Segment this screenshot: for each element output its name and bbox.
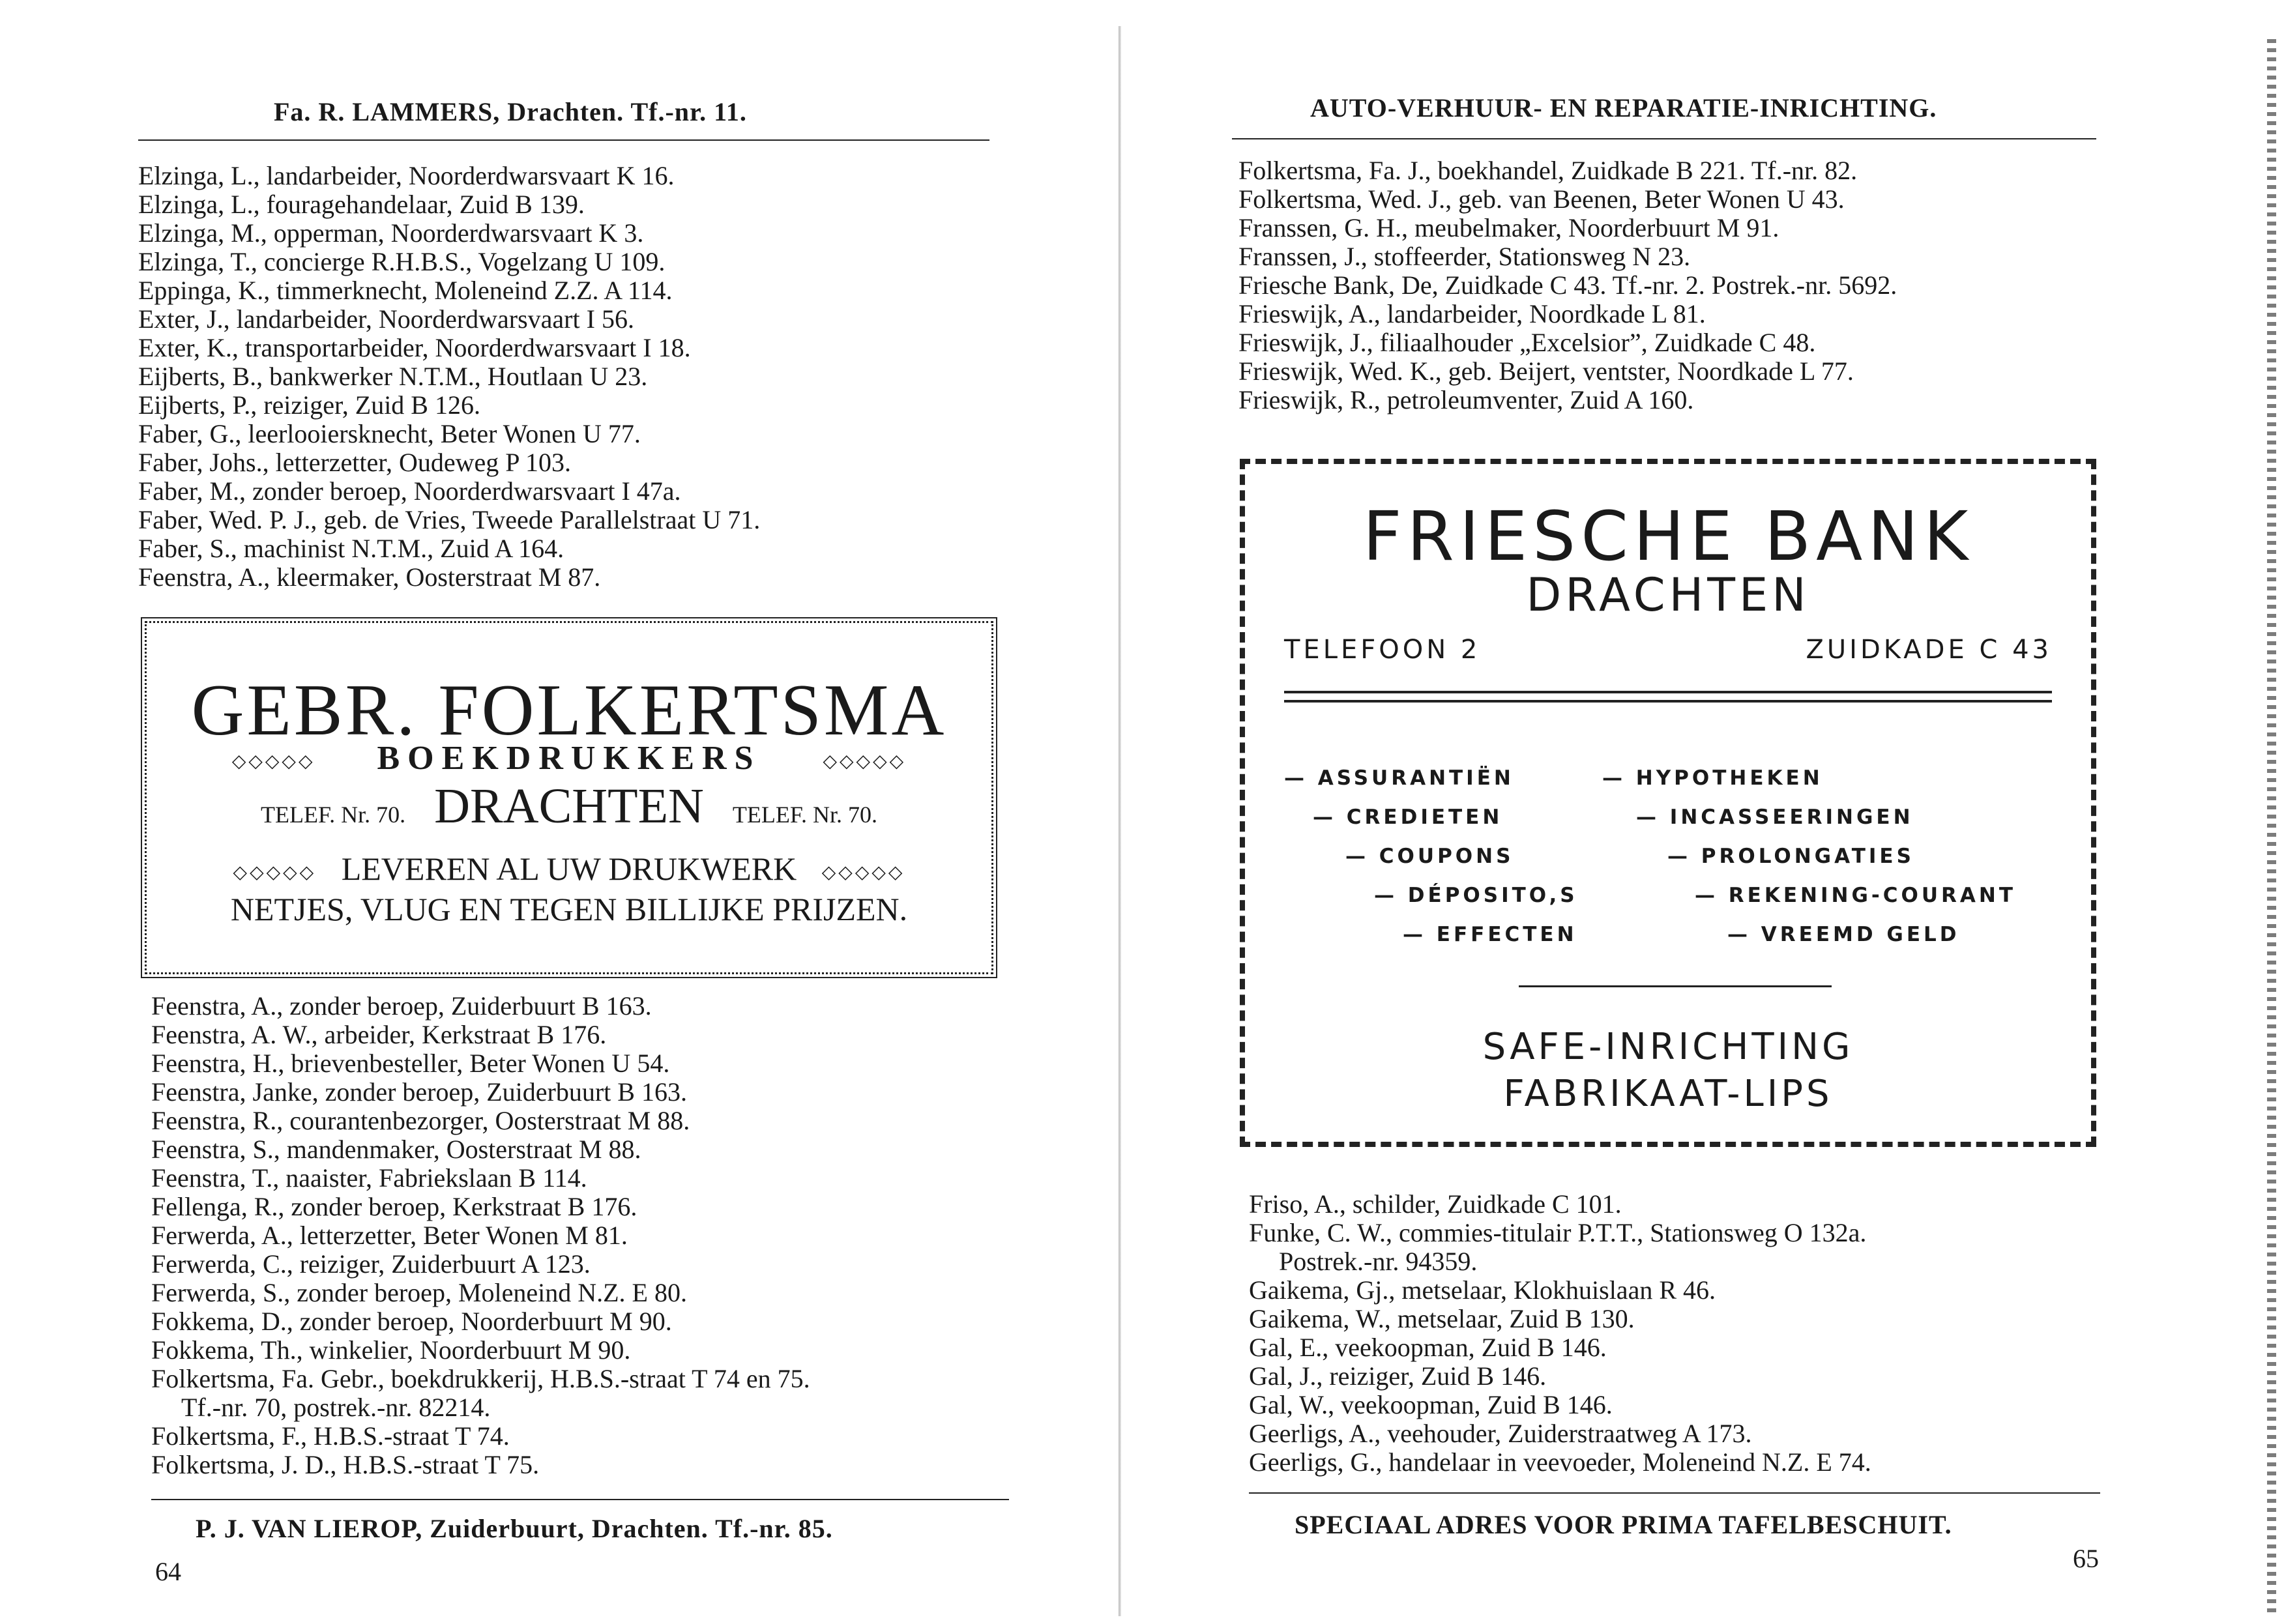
list-item: Feenstra, A., zonder beroep, Zuiderbuurt B 163. xyxy=(151,991,652,1021)
service-right-4: — REKENING-COURANT xyxy=(1695,884,2016,907)
ad-title: GEBR. FOLKERTSMA xyxy=(191,670,947,751)
list-item: Fokkema, D., zonder beroep, Noorderbuurt M 90. xyxy=(151,1307,672,1336)
right-running-header: AUTO-VERHUUR- EN REPARATIE-INRICHTING. xyxy=(1310,93,1937,123)
ad-city: DRACHTEN xyxy=(434,779,704,834)
service-left-5: — EFFECTEN xyxy=(1403,923,1577,946)
ornament: ◇◇◇◇◇ xyxy=(821,862,905,883)
list-item: Franssen, J., stoffeerder, Stationsweg N 23. xyxy=(1238,242,1691,271)
list-item-continuation: Tf.-nr. 70, postrek.-nr. 82214. xyxy=(181,1393,491,1422)
list-item: Frieswijk, J., filiaalhouder „Excelsior”, Zuidkade C 48. xyxy=(1238,328,1816,357)
service-right-2: — INCASSEERINGEN xyxy=(1636,805,1914,829)
list-item: Faber, G., leerlooiersknecht, Beter Wonen U 77. xyxy=(138,419,641,448)
list-item: Gal, J., reiziger, Zuid B 146. xyxy=(1249,1361,1547,1391)
list-item: Elzinga, L., fouragehandelaar, Zuid B 139. xyxy=(138,190,585,219)
bank-city: DRACHTEN xyxy=(1526,568,1810,622)
list-item: Friso, A., schilder, Zuidkade C 101. xyxy=(1249,1189,1622,1219)
bank-double-rule-top xyxy=(1284,691,2052,693)
list-item: Ferwerda, A., letterzetter, Beter Wonen M 81. xyxy=(151,1221,628,1250)
right-running-footer: SPECIAAL ADRES VOOR PRIMA TAFELBESCHUIT. xyxy=(1295,1510,1952,1539)
list-item: Geerligs, A., veehouder, Zuiderstraatweg A 173. xyxy=(1249,1419,1752,1448)
list-item: Elzinga, L., landarbeider, Noorderdwarsvaart K 16. xyxy=(138,161,675,190)
list-item: Feenstra, A. W., arbeider, Kerkstraat B 176. xyxy=(151,1020,607,1049)
list-item: Eppinga, K., timmerknecht, Moleneind Z.Z. A 114. xyxy=(138,276,673,305)
friesche-bank-advertisement xyxy=(1240,459,2096,1147)
list-item: Ferwerda, S., zonder beroep, Moleneind N.Z. E 80. xyxy=(151,1278,687,1307)
list-item: Gal, E., veekoopman, Zuid B 146. xyxy=(1249,1333,1607,1362)
list-item: Folkertsma, F., H.B.S.-straat T 74. xyxy=(151,1421,510,1451)
list-item: Feenstra, S., mandenmaker, Oosterstraat M 88. xyxy=(151,1135,641,1164)
list-item: Ferwerda, C., reiziger, Zuiderbuurt A 123. xyxy=(151,1249,591,1279)
list-item: Eijberts, B., bankwerker N.T.M., Houtlaan U 23. xyxy=(138,362,648,391)
ornament: ◇◇◇◇◇ xyxy=(823,751,907,772)
list-item: Elzinga, T., concierge R.H.B.S., Vogelzang U 109. xyxy=(138,247,666,276)
list-item: Frieswijk, A., landarbeider, Noordkade L 81. xyxy=(1238,299,1706,328)
list-item: Elzinga, M., opperman, Noorderdwarsvaart K 3. xyxy=(138,218,644,248)
ad-line-2: NETJES, VLUG EN TEGEN BILLIJKE PRIJZEN. xyxy=(230,891,908,927)
ad-subtitle-row xyxy=(147,739,991,777)
list-item: Feenstra, R., courantenbezorger, Oosterstraat M 88. xyxy=(151,1106,690,1135)
right-header-rule xyxy=(1232,138,2096,139)
list-item: Frieswijk, Wed. K., geb. Beijert, ventster, Noordkade L 77. xyxy=(1238,356,1854,386)
ad-telef-right: TELEF. Nr. 70. xyxy=(732,802,877,828)
ad-line-1-row xyxy=(147,850,991,888)
left-footer-rule xyxy=(151,1499,1009,1500)
left-entries-top xyxy=(138,162,760,592)
list-item: Faber, Johs., letterzetter, Oudeweg P 103. xyxy=(138,448,572,477)
right-entries-bottom xyxy=(1249,1190,1871,1477)
list-item: Faber, Wed. P. J., geb. de Vries, Tweede Parallelstraat U 71. xyxy=(138,505,761,534)
list-item: Eijberts, P., reiziger, Zuid B 126. xyxy=(138,390,480,420)
list-item: Friesche Bank, De, Zuidkade C 43. Tf.-nr. 2. Postrek.-nr. 5692. xyxy=(1238,270,1897,300)
list-item: Funke, C. W., commies-titulair P.T.T., Stationsweg O 132a. xyxy=(1249,1218,1867,1247)
left-running-header: Fa. R. LAMMERS, Drachten. Tf.-nr. 11. xyxy=(274,97,747,126)
list-item: Franssen, G. H., meubelmaker, Noorderbuurt M 91. xyxy=(1238,213,1779,242)
service-right-1: — HYPOTHEKEN xyxy=(1602,766,1823,790)
list-item: Exter, J., landarbeider, Noorderdwarsvaart I 56. xyxy=(138,304,634,334)
right-entries-top xyxy=(1238,156,1897,414)
list-item: Feenstra, H., brievenbesteller, Beter Wonen U 54. xyxy=(151,1049,670,1078)
service-left-1: — ASSURANTIËN xyxy=(1284,766,1514,790)
left-header-rule xyxy=(138,139,989,141)
bank-fabrikaat: FABRIKAAT-LIPS xyxy=(1503,1073,1833,1115)
list-item: Exter, K., transportarbeider, Noorderdwarsvaart I 18. xyxy=(138,333,691,362)
bank-double-rule-bottom xyxy=(1284,700,2052,703)
list-item: Geerligs, G., handelaar in veevoeder, Moleneind N.Z. E 74. xyxy=(1249,1447,1871,1477)
list-item: Feenstra, T., naaister, Fabriekslaan B 114. xyxy=(151,1163,587,1193)
service-right-5: — VREEMD GELD xyxy=(1727,923,1960,946)
left-running-footer: P. J. VAN LIEROP, Zuiderbuurt, Drachten. Tf.-nr. 85. xyxy=(196,1514,833,1543)
list-item-continuation: Postrek.-nr. 94359. xyxy=(1279,1247,1478,1276)
ornament: ◇◇◇◇◇ xyxy=(233,862,317,883)
ad-telef-left: TELEF. Nr. 70. xyxy=(261,802,406,828)
list-item: Folkertsma, J. D., H.B.S.-straat T 75. xyxy=(151,1450,540,1479)
bank-short-rule xyxy=(1519,985,1832,987)
bank-safe: SAFE-INRICHTING xyxy=(1482,1026,1854,1068)
list-item: Gaikema, Gj., metselaar, Klokhuislaan R 46. xyxy=(1249,1275,1716,1305)
bank-address: ZUIDKADE C 43 xyxy=(1806,635,2052,665)
list-item: Faber, S., machinist N.T.M., Zuid A 164. xyxy=(138,534,564,563)
list-item: Faber, M., zonder beroep, Noorderdwarsvaart I 47a. xyxy=(138,476,681,506)
service-left-4: — DÉPOSITO,S xyxy=(1374,884,1578,907)
list-item: Folkertsma, Fa. Gebr., boekdrukkerij, H.B.S.-straat T 74 en 75. xyxy=(151,1364,810,1393)
service-left-3: — COUPONS xyxy=(1345,845,1514,868)
list-item: Folkertsma, Wed. J., geb. van Beenen, Beter Wonen U 43. xyxy=(1238,184,1845,214)
list-item: Fokkema, Th., winkelier, Noorderbuurt M 90. xyxy=(151,1335,631,1365)
right-footer-rule xyxy=(1249,1492,2100,1494)
list-item: Frieswijk, R., petroleumventer, Zuid A 160. xyxy=(1238,385,1694,414)
list-item: Feenstra, A., kleermaker, Oosterstraat M 87. xyxy=(138,562,601,592)
list-item: Feenstra, Janke, zonder beroep, Zuiderbuurt B 163. xyxy=(151,1077,687,1107)
ad-city-row xyxy=(147,778,991,835)
page-number-left: 64 xyxy=(155,1557,181,1586)
folkertsma-advertisement xyxy=(145,621,993,974)
bank-title: FRIESCHE BANK xyxy=(1362,497,1974,576)
service-left-2: — CREDIETEN xyxy=(1313,805,1503,829)
ad-line-1: LEVEREN AL UW DRUKWERK xyxy=(341,850,797,887)
ad-subtitle: BOEKDRUKKERS xyxy=(377,740,761,777)
list-item: Folkertsma, Fa. J., boekhandel, Zuidkade B 221. Tf.-nr. 82. xyxy=(1238,156,1858,185)
list-item: Gal, W., veekoopman, Zuid B 146. xyxy=(1249,1390,1613,1419)
ornament: ◇◇◇◇◇ xyxy=(231,751,315,772)
bank-telefoon: TELEFOON 2 xyxy=(1284,635,1481,665)
list-item: Gaikema, W., metselaar, Zuid B 130. xyxy=(1249,1304,1635,1333)
service-right-3: — PROLONGATIES xyxy=(1667,845,1914,868)
list-item: Fellenga, R., zonder beroep, Kerkstraat B 176. xyxy=(151,1192,637,1221)
left-entries-bottom xyxy=(151,992,810,1479)
left-page xyxy=(0,0,1121,1624)
page-number-right: 65 xyxy=(2073,1544,2099,1573)
